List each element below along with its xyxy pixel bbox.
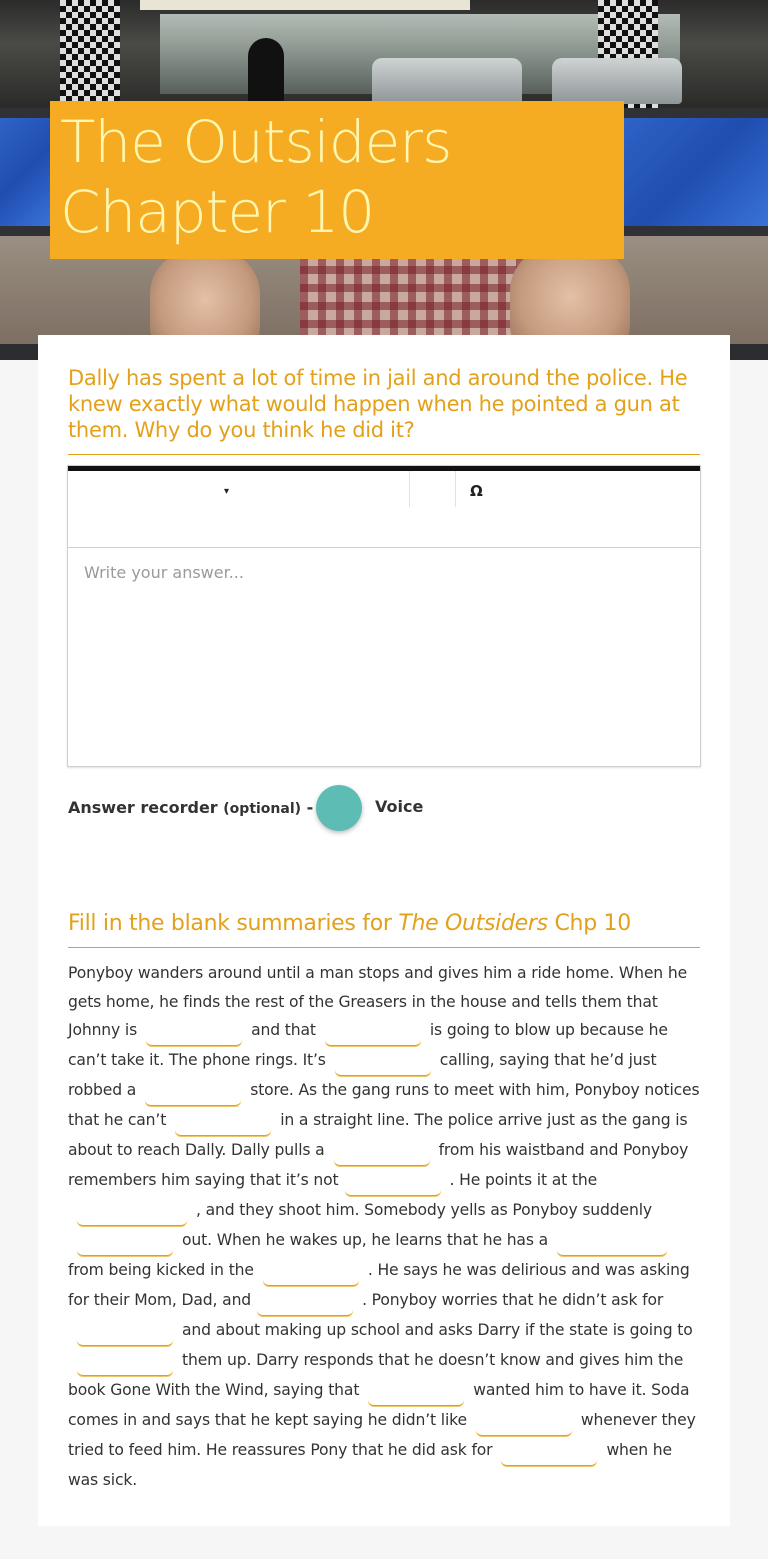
- car: [552, 58, 682, 104]
- blank-input[interactable]: [345, 1175, 441, 1196]
- editor-toolbar: [68, 471, 700, 548]
- title-line-1: The Outsiders: [60, 108, 452, 176]
- heading-underline: [68, 454, 700, 455]
- blank-input[interactable]: [334, 1145, 430, 1166]
- voice-label: Voice: [375, 797, 424, 816]
- blank-input[interactable]: [77, 1205, 187, 1226]
- question-2-heading: Fill in the blank summaries for The Outsiders Chp 10: [68, 911, 631, 936]
- blank-input[interactable]: [146, 1025, 242, 1046]
- blank-input[interactable]: [175, 1115, 271, 1136]
- blank-input[interactable]: [476, 1415, 572, 1436]
- title-line-2: Chapter 10: [60, 178, 375, 246]
- page-title: [50, 101, 624, 247]
- fill-in-blank-passage: Ponyboy wanders around until a man stops and gives him a ride home. When he gets home, he finds the rest of the Greasers in the house and tells them that Johnny is and that is going to blow up because he can’t take it. The phone rings. It’s calling, saying that he’d just robbed a store. As the gang runs to meet with him, Ponyboy notices that he can’t in a straight line. The police arrive just as the gang is about to reach Dally. Dally pulls a from his waistband and Ponyboy remembers him saying that it’s not . He points it at the, and they shoot him. Somebody yells as Ponyboy suddenlyout. When he wakes up, he learns that he has afrom being kicked in the . He says he was delirious and was asking for their Mom, Dad, and . Ponyboy worries that he didn’t ask forand about making up school and asks Darry if the state is going tothem up. Darry responds that he doesn’t know and gives him the book Gone With the Wind, saying that wanted him to have it. Soda comes in and says that he kept saying he didn’t like whenever they tried to feed him. He reassures Pony that he did ask for when he was sick.: [68, 964, 700, 1490]
- car: [372, 58, 522, 104]
- blank-input[interactable]: [145, 1085, 241, 1106]
- title-box: [50, 101, 624, 259]
- store-sign: [140, 0, 470, 10]
- worksheet-card: [38, 335, 730, 1526]
- book-title: The Outsiders: [398, 911, 548, 936]
- blank-input[interactable]: [335, 1055, 431, 1076]
- toolbar-divider: [409, 471, 410, 507]
- answer-recorder: [68, 785, 568, 833]
- blue-panel: [624, 118, 768, 226]
- blank-input[interactable]: [77, 1235, 173, 1256]
- blank-input[interactable]: [368, 1385, 464, 1406]
- heading-underline: [68, 947, 700, 948]
- checker-wall: [60, 0, 120, 108]
- blank-input[interactable]: [325, 1025, 421, 1046]
- blue-panel: [0, 118, 50, 226]
- record-button[interactable]: [316, 785, 362, 831]
- recorder-optional: (optional): [223, 801, 302, 817]
- rich-text-editor: [67, 465, 701, 767]
- blank-input[interactable]: [263, 1265, 359, 1286]
- answer-textarea[interactable]: [68, 548, 700, 766]
- blank-input[interactable]: [257, 1295, 353, 1316]
- blank-input[interactable]: [77, 1355, 173, 1376]
- blank-input[interactable]: [557, 1235, 667, 1256]
- blank-input[interactable]: [77, 1325, 173, 1346]
- recorder-label: Answer recorder (optional) -: [68, 798, 314, 817]
- dropdown-caret-icon[interactable]: ▾: [224, 486, 230, 497]
- omega-special-character-icon[interactable]: Ω: [470, 482, 483, 500]
- grocery-store-scene: [0, 0, 768, 108]
- toolbar-divider: [455, 471, 456, 507]
- question-1-heading: Dally has spent a lot of time in jail and around the police. He knew exactly what would happen when he pointed a gun at them. Why do you think he did it?: [68, 366, 688, 442]
- blank-input[interactable]: [501, 1445, 597, 1466]
- person-silhouette: [248, 38, 284, 108]
